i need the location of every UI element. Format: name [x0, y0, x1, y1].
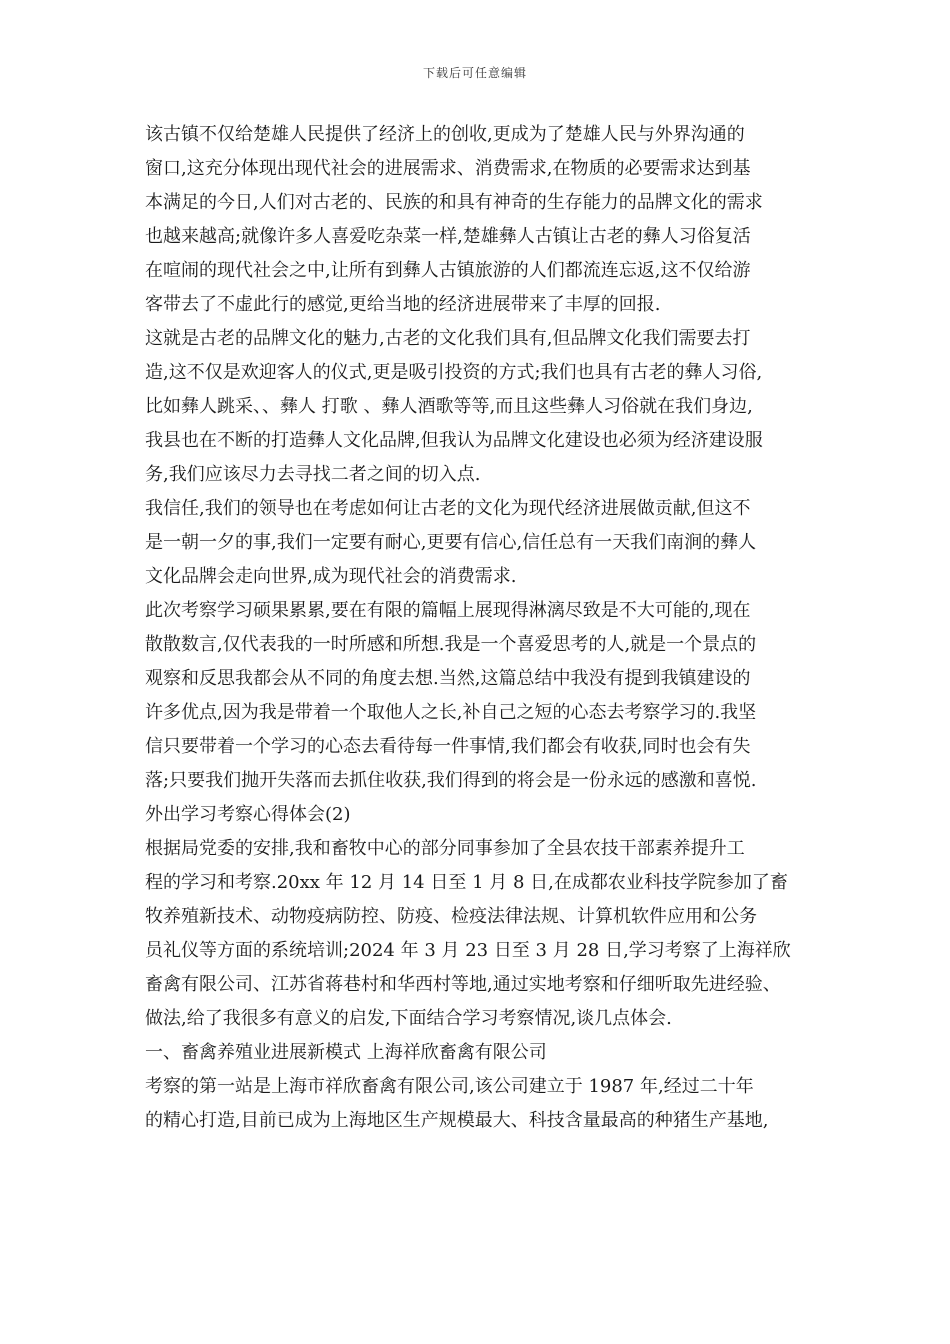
section-heading: 外出学习考察心得体会(2) — [145, 804, 351, 825]
text-line: 程的学习和考察.20xx 年 12 月 14 日至 1 月 8 日,在成都农业科技学院参加了畜 — [145, 872, 788, 893]
text-line: 该古镇不仅给楚雄人民提供了经济上的创收,更成为了楚雄人民与外界沟通的 — [145, 124, 745, 145]
text-line: 观察和反思我都会从不同的角度去想.当然,这篇总结中我没有提到我镇建设的 — [145, 668, 751, 689]
text-line: 客带去了不虚此行的感觉,更给当地的经济进展带来了丰厚的回报. — [145, 294, 661, 315]
text-line: 本满足的今日,人们对古老的、民族的和具有神奇的生存能力的品牌文化的需求 — [145, 192, 763, 213]
text-line: 许多优点,因为我是带着一个取他人之长,补自己之短的心态去考察学习的.我坚 — [145, 702, 757, 723]
text-line: 窗口,这充分体现出现代社会的进展需求、消费需求,在物质的必要需求达到基 — [145, 158, 751, 179]
text-line: 文化品牌会走向世界,成为现代社会的消费需求. — [145, 566, 517, 587]
page-header: 下载后可任意编辑 — [422, 66, 527, 80]
text-line: 散散数言,仅代表我的一时所感和所想.我是一个喜爱思考的人,就是一个景点的 — [145, 634, 757, 655]
text-line: 畜禽有限公司、江苏省蒋巷村和华西村等地,通过实地考察和仔细听取先进经验、 — [145, 974, 781, 995]
text-line: 我信任,我们的领导也在考虑如何让古老的文化为现代经济进展做贡献,但这不 — [145, 498, 751, 519]
text-line: 的精心打造,目前已成为上海地区生产规模最大、科技含量最高的种猪生产基地, — [145, 1110, 769, 1131]
text-line: 我县也在不断的打造彝人文化品牌,但我认为品牌文化建设也必须为经济建设服 — [145, 430, 763, 451]
text-line: 也越来越高;就像许多人喜爱吃杂菜一样,楚雄彝人古镇让古老的彝人习俗复活 — [145, 226, 751, 247]
text-line: 员礼仪等方面的系统培训;2024 年 3 月 23 日至 3 月 28 日,学习考察了上海祥欣 — [145, 940, 791, 961]
text-line: 是一朝一夕的事,我们一定要有耐心,更要有信心,信任总有一天我们南涧的彝人 — [145, 532, 757, 553]
text-line: 这就是古老的品牌文化的魅力,古老的文化我们具有,但品牌文化我们需要去打 — [145, 328, 751, 349]
text-line: 落;只要我们抛开失落而去抓住收获,我们得到的将会是一份永远的感激和喜悦. — [145, 770, 757, 791]
text-line: 根据局党委的安排,我和畜牧中心的部分同事参加了全县农技干部素养提升工 — [145, 838, 745, 859]
text-line: 在喧闹的现代社会之中,让所有到彝人古镇旅游的人们都流连忘返,这不仅给游 — [145, 260, 751, 281]
section-heading: 一、畜禽养殖业进展新模式 上海祥欣畜禽有限公司 — [145, 1042, 547, 1063]
text-line: 信只要带着一个学习的心态去看待每一件事情,我们都会有收获,同时也会有失 — [145, 736, 751, 757]
text-line: 牧养殖新技术、动物疫病防控、防疫、检疫法律法规、计算机软件应用和公务 — [145, 906, 757, 927]
text-line: 比如彝人跳采、、彝人 打歌 、彝人酒歌等等,而且这些彝人习俗就在我们身边, — [145, 396, 753, 417]
document-body — [145, 118, 820, 1138]
text-line: 做法,给了我很多有意义的启发,下面结合学习考察情况,谈几点体会. — [145, 1008, 672, 1029]
text-line: 务,我们应该尽力去寻找二者之间的切入点. — [145, 464, 481, 485]
text-line: 造,这不仅是欢迎客人的仪式,更是吸引投资的方式;我们也具有古老的彝人习俗, — [145, 362, 763, 383]
text-line: 考察的第一站是上海市祥欣畜禽有限公司,该公司建立于 1987 年,经过二十年 — [145, 1076, 754, 1097]
text-line: 此次考察学习硕果累累,要在有限的篇幅上展现得淋漓尽致是不大可能的,现在 — [145, 600, 751, 621]
